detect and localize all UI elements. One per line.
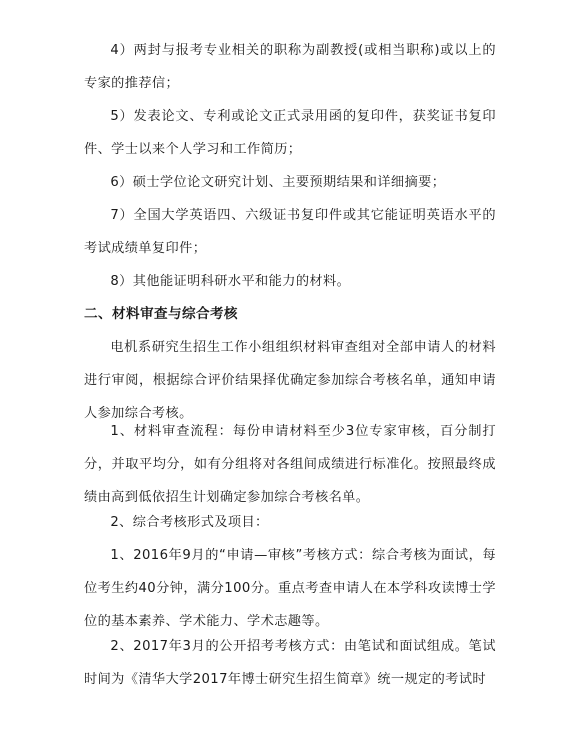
- paragraph-item-8: 8）其他能证明科研水平和能力的材料。: [110, 274, 351, 289]
- assessment-form-paragraph: 2、综合考核形式及项目：: [110, 515, 269, 530]
- paragraph-item-5: 5）发表论文、专利或论文正式录用函的复印件，获奖证书复印件、学士以来个人学习和工作简历；: [84, 109, 496, 157]
- paragraph-item-7: 7）全国大学英语四、六级证书复印件或其它能证明英语水平的考试成绩单复印件；: [84, 208, 496, 256]
- review-process-paragraph: 1、材料审查流程：每份申请材料至少3位专家审核，百分制打分，并取平均分，如有分组将对各组间成绩进行标准化。按照最终成绩由高到低依招生计划确定参加综合考核名单。: [84, 424, 496, 505]
- section-heading: 二、材料审查与综合考核: [84, 306, 238, 322]
- section-intro-paragraph: 电机系研究生招生工作小组组织材料审查组对全部申请人的材料进行审阅，根据综合评价结果择优确定参加综合考核名单，通知申请人参加综合考核。: [84, 340, 496, 421]
- september-assessment-paragraph: 1、2016年9月的“申请—审核”考核方式：综合考核为面试，每位考生约40分钟，满分100分。重点考查申请人在本学科攻读博士学位的基本素养、学术能力、学术志趣等。: [84, 548, 496, 629]
- march-assessment-paragraph: 2、2017年3月的公开招考考核方式：由笔试和面试组成。笔试时间为《清华大学2017年博士研究生招生简章》统一规定的考试时: [84, 639, 496, 687]
- paragraph-item-6: 6）硕士学位论文研究计划、主要预期结果和详细摘要；: [110, 175, 446, 190]
- paragraph-item-4: 4）两封与报考专业相关的职称为副教授(或相当职称)或以上的专家的推荐信；: [84, 43, 496, 91]
